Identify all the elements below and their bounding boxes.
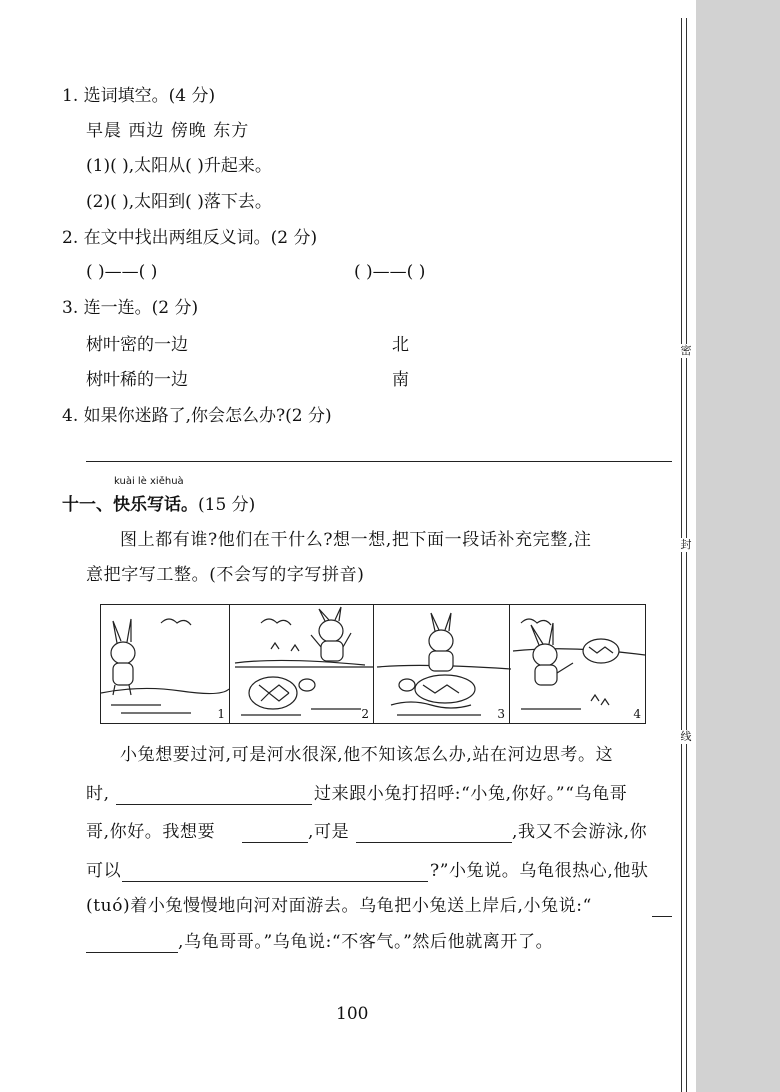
picture-panel-1 (101, 605, 230, 723)
story-blank-2[interactable] (242, 842, 308, 843)
story-line-4-start: 可以 (86, 861, 122, 881)
section-pinyin: kuài lè xiěhuà (114, 476, 184, 487)
story-line-5: (tuó)着小兔慢慢地向河对面游去。乌龟把小兔送上岸后,小兔说:“ (86, 896, 592, 916)
q3-title: 3. 连一连。(2 分) (62, 298, 199, 318)
picture-label-2: 2 (361, 707, 369, 721)
picture-panel-4 (511, 605, 645, 723)
q3-left-item-2[interactable]: 树叶稀的一边 (86, 370, 188, 390)
binding-line-outer (681, 18, 682, 1092)
story-blank-5b[interactable] (86, 952, 178, 953)
story-line-3-mid: ,可是 (308, 822, 350, 842)
binding-margin (696, 0, 780, 1092)
q3-left-item-1[interactable]: 树叶密的一边 (86, 335, 188, 355)
story-blank-3[interactable] (356, 842, 512, 843)
q4-title: 4. 如果你迷路了,你会怎么办?(2 分) (62, 406, 332, 426)
binding-char-feng: 封 (678, 538, 694, 552)
instruction-line-1: 图上都有谁?他们在干什么?想一想,把下面一段话补充完整,注 (120, 530, 592, 550)
q4-answer-line[interactable] (86, 461, 672, 462)
picture-label-1: 1 (217, 707, 225, 721)
q1-blank-line-2[interactable]: (2)( ),太阳到( )落下去。 (86, 192, 272, 212)
picture-label-4: 4 (633, 707, 641, 721)
picture-panel-3 (375, 605, 510, 723)
story-line-2-end: 过来跟小兔打招呼:“小兔,你好。”“乌龟哥 (314, 784, 628, 804)
story-line-6: ,乌龟哥哥。”乌龟说:“不客气。”然后他就离开了。 (178, 932, 554, 952)
story-line-1: 小兔想要过河,可是河水很深,他不知该怎么办,站在河边思考。这 (120, 745, 614, 765)
q2-antonym-pair-2[interactable]: ( )——( ) (354, 262, 426, 282)
story-picture-strip (100, 604, 646, 724)
picture-label-3: 3 (497, 707, 505, 721)
q1-word-options: 早晨 西边 傍晚 东方 (86, 121, 250, 141)
story-line-3-start: 哥,你好。我想要 (86, 822, 216, 842)
binding-char-mi: 密 (678, 344, 694, 358)
section-title: 十一、快乐写话。 (62, 495, 198, 515)
story-line-4-end: ?”小兔说。乌龟很热心,他驮 (430, 861, 649, 881)
story-line-2-start: 时, (86, 784, 110, 804)
story-blank-1[interactable] (116, 804, 312, 805)
picture-panel-2 (231, 605, 374, 723)
q1-blank-line-1[interactable]: (1)( ),太阳从( )升起来。 (86, 156, 272, 176)
q2-antonym-pair-1[interactable]: ( )——( ) (86, 262, 158, 282)
q3-right-item-2[interactable]: 南 (392, 370, 409, 390)
binding-char-xian: 线 (678, 730, 694, 744)
page-number: 100 (336, 1004, 369, 1024)
q1-title: 1. 选词填空。(4 分) (62, 86, 216, 106)
section-score: (15 分) (198, 495, 256, 515)
binding-line-inner (686, 18, 687, 1092)
q3-right-item-1[interactable]: 北 (392, 335, 409, 355)
instruction-line-2: 意把字写工整。(不会写的字写拼音) (86, 565, 365, 585)
q2-title: 2. 在文中找出两组反义词。(2 分) (62, 228, 318, 248)
story-blank-4[interactable] (122, 881, 428, 882)
story-blank-5a[interactable] (652, 916, 672, 917)
story-line-3-end: ,我又不会游泳,你 (512, 822, 648, 842)
